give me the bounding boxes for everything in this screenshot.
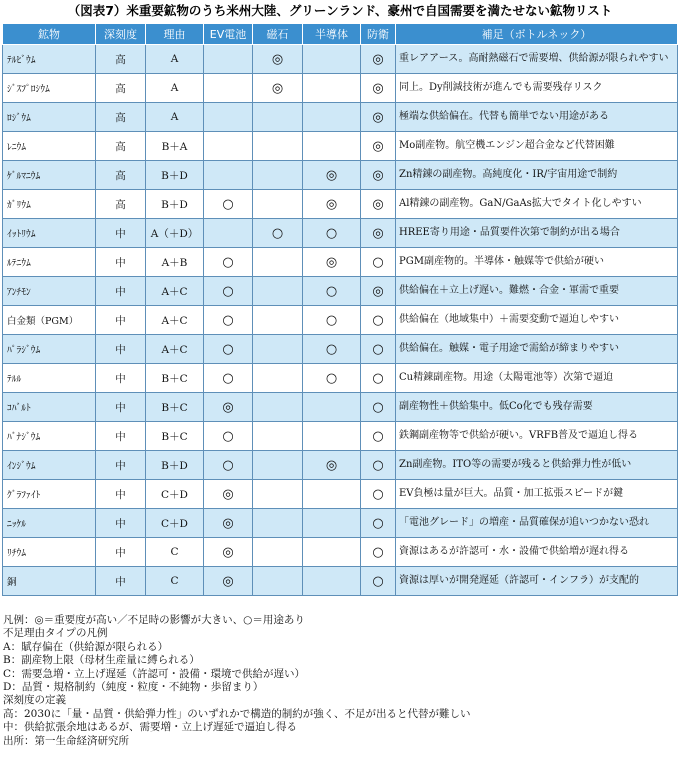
column-header-semiconductor: 半導体 (303, 24, 361, 45)
magnet-mark-cell (253, 190, 303, 219)
reason-cell: A＋C (146, 277, 204, 306)
semiconductor-mark-cell (303, 538, 361, 567)
semiconductor-mark-cell (303, 509, 361, 538)
note-cell: Al精錬の副産物。GaN/GaAs拡大でタイト化しやすい (396, 190, 678, 219)
magnet-mark-cell (253, 161, 303, 190)
table-row (3, 103, 678, 132)
table-row (3, 306, 678, 335)
column-header-defense: 防衛 (361, 24, 396, 45)
column-header-severity: 深刻度 (96, 24, 146, 45)
semiconductor-mark-cell (303, 567, 361, 596)
ev-battery-mark-cell: ○ (204, 306, 253, 335)
severity-cell: 中 (96, 422, 146, 451)
defense-mark-cell: ○ (361, 509, 396, 538)
magnet-mark-cell: ◎ (253, 45, 303, 74)
footnote-line: 出所：第一生命経済研究所 (3, 734, 129, 747)
note-cell: HREE寄り用途・品質要件次第で制約が出る場合 (396, 219, 678, 248)
footnote-line: B：副産物上限（母材生産量に縛られる） (3, 654, 200, 667)
mineral-name-cell: ﾙﾃﾆｳﾑ (3, 248, 96, 277)
defense-mark-cell: ○ (361, 451, 396, 480)
note-cell: 供給偏在＋立上げ遅い。難燃・合金・軍需で重要 (396, 277, 678, 306)
ev-battery-mark-cell: ○ (204, 190, 253, 219)
table-row (3, 219, 678, 248)
reason-cell: B＋C (146, 393, 204, 422)
ev-battery-mark-cell: ◎ (204, 509, 253, 538)
semiconductor-mark-cell: ○ (303, 364, 361, 393)
reason-cell: C＋D (146, 509, 204, 538)
semiconductor-mark-cell: ◎ (303, 451, 361, 480)
table-row (3, 248, 678, 277)
mineral-name-cell: ﾊﾟﾗｼﾞｳﾑ (3, 335, 96, 364)
defense-mark-cell: ◎ (361, 190, 396, 219)
column-header-reason: 理由 (146, 24, 204, 45)
footnote-line: 凡例：◎＝重要度が高い／不足時の影響が大きい、○＝用途あり (3, 614, 305, 626)
note-cell: PGM副産物的。半導体・触媒等で供給が硬い (396, 248, 678, 277)
severity-cell: 中 (96, 451, 146, 480)
mineral-name-cell: ｲﾝｼﾞｳﾑ (3, 451, 96, 480)
ev-battery-mark-cell: ○ (204, 364, 253, 393)
ev-battery-mark-cell: ◎ (204, 538, 253, 567)
table-row (3, 74, 678, 103)
semiconductor-mark-cell (303, 422, 361, 451)
defense-mark-cell: ○ (361, 422, 396, 451)
table-row (3, 364, 678, 393)
ev-battery-mark-cell: ○ (204, 451, 253, 480)
reason-cell: A (146, 45, 204, 74)
magnet-mark-cell (253, 335, 303, 364)
table-row (3, 190, 678, 219)
semiconductor-mark-cell: ◎ (303, 161, 361, 190)
mineral-name-cell: ｹﾞﾙﾏﾆｳﾑ (3, 161, 96, 190)
magnet-mark-cell (253, 364, 303, 393)
semiconductor-mark-cell: ◎ (303, 248, 361, 277)
magnet-mark-cell (253, 306, 303, 335)
defense-mark-cell: ○ (361, 335, 396, 364)
reason-cell: A＋C (146, 335, 204, 364)
table-row (3, 277, 678, 306)
column-header-ev-battery: EV電池 (204, 24, 253, 45)
mineral-name-cell: ﾆｯｹﾙ (3, 509, 96, 538)
mineral-name-cell: 銅 (3, 567, 96, 596)
mineral-name-cell: ｲｯﾄﾘｳﾑ (3, 219, 96, 248)
mineral-name-cell: ﾘﾁｳﾑ (3, 538, 96, 567)
mineral-name-cell: ｱﾝﾁﾓﾝ (3, 277, 96, 306)
severity-cell: 高 (96, 161, 146, 190)
ev-battery-mark-cell: ○ (204, 422, 253, 451)
table-row (3, 45, 678, 74)
semiconductor-mark-cell (303, 74, 361, 103)
ev-battery-mark-cell: ◎ (204, 567, 253, 596)
reason-cell: A＋C (146, 306, 204, 335)
mineral-name-cell: ﾃﾙﾋﾞｳﾑ (3, 45, 96, 74)
table-row (3, 509, 678, 538)
note-cell: 供給偏在。触媒・電子用途で需給が締まりやすい (396, 335, 678, 364)
semiconductor-mark-cell: ○ (303, 335, 361, 364)
mineral-table (2, 23, 678, 596)
semiconductor-mark-cell (303, 45, 361, 74)
magnet-mark-cell (253, 132, 303, 161)
table-row (3, 451, 678, 480)
note-cell: 資源は厚いが開発遅延（許認可・インフラ）が支配的 (396, 567, 678, 596)
magnet-mark-cell: ○ (253, 219, 303, 248)
semiconductor-mark-cell: ○ (303, 277, 361, 306)
footnote-line: D：品質・規格制約（純度・粒度・不純物・歩留まり） (3, 681, 264, 694)
defense-mark-cell: ○ (361, 248, 396, 277)
table-header-row (3, 24, 678, 45)
column-header-note: 補足（ボトルネック） (396, 24, 678, 45)
severity-cell: 高 (96, 190, 146, 219)
reason-cell: B＋C (146, 422, 204, 451)
magnet-mark-cell (253, 451, 303, 480)
footnotes (3, 614, 678, 748)
note-cell: 鉄鋼副産物等で供給が硬い。VRFB普及で逼迫し得る (396, 422, 678, 451)
severity-cell: 中 (96, 393, 146, 422)
table-body (3, 45, 678, 596)
note-cell: 副産物性＋供給集中。低Co化でも残存需要 (396, 393, 678, 422)
severity-cell: 中 (96, 335, 146, 364)
reason-cell: C (146, 567, 204, 596)
table-row (3, 567, 678, 596)
magnet-mark-cell (253, 480, 303, 509)
ev-battery-mark-cell: ○ (204, 335, 253, 364)
defense-mark-cell: ○ (361, 306, 396, 335)
ev-battery-mark-cell (204, 161, 253, 190)
magnet-mark-cell (253, 538, 303, 567)
footnote-line: 中：供給拡張余地はあるが、需要増・立上げ遅延で逼迫し得る (3, 721, 297, 734)
severity-cell: 高 (96, 103, 146, 132)
table-row (3, 393, 678, 422)
footnote-line: 不足理由タイプの凡例 (3, 627, 108, 640)
defense-mark-cell: ◎ (361, 45, 396, 74)
table-row (3, 538, 678, 567)
severity-cell: 中 (96, 364, 146, 393)
ev-battery-mark-cell: ◎ (204, 480, 253, 509)
severity-cell: 中 (96, 567, 146, 596)
defense-mark-cell: ◎ (361, 103, 396, 132)
mineral-name-cell: ﾊﾞﾅｼﾞｳﾑ (3, 422, 96, 451)
footnote-line: A：賦存偏在（供給源が限られる） (3, 640, 169, 653)
note-cell: 極端な供給偏在。代替も簡単でない用途がある (396, 103, 678, 132)
reason-cell: B＋D (146, 190, 204, 219)
magnet-mark-cell (253, 509, 303, 538)
mineral-name-cell: ｺﾊﾞﾙﾄ (3, 393, 96, 422)
magnet-mark-cell: ◎ (253, 74, 303, 103)
defense-mark-cell: ◎ (361, 74, 396, 103)
defense-mark-cell: ○ (361, 480, 396, 509)
severity-cell: 高 (96, 74, 146, 103)
mineral-name-cell: 白金類（PGM） (3, 306, 96, 335)
defense-mark-cell: ◎ (361, 219, 396, 248)
table-row (3, 161, 678, 190)
note-cell: 供給偏在（地域集中）＋需要変動で逼迫しやすい (396, 306, 678, 335)
column-header-magnet: 磁石 (253, 24, 303, 45)
footnote-line: 深刻度の定義 (3, 694, 66, 707)
note-cell: EV負極は量が巨大。品質・加工拡張スピードが鍵 (396, 480, 678, 509)
table-row (3, 335, 678, 364)
table-row (3, 422, 678, 451)
severity-cell: 中 (96, 248, 146, 277)
magnet-mark-cell (253, 277, 303, 306)
note-cell: 「電池グレード」の増産・品質確保が追いつかない恐れ (396, 509, 678, 538)
reason-cell: A (146, 103, 204, 132)
ev-battery-mark-cell: ○ (204, 248, 253, 277)
defense-mark-cell: ○ (361, 364, 396, 393)
mineral-name-cell: ｶﾞﾘｳﾑ (3, 190, 96, 219)
note-cell: Cu精錬副産物。用途（太陽電池等）次第で逼迫 (396, 364, 678, 393)
reason-cell: B＋A (146, 132, 204, 161)
semiconductor-mark-cell (303, 103, 361, 132)
severity-cell: 中 (96, 306, 146, 335)
magnet-mark-cell (253, 422, 303, 451)
note-cell: Zn副産物。ITO等の需要が残ると供給弾力性が低い (396, 451, 678, 480)
defense-mark-cell: ◎ (361, 161, 396, 190)
reason-cell: A（＋D） (146, 219, 204, 248)
column-header-mineral: 鉱物 (3, 24, 96, 45)
footnote-line: 高：2030に「量・品質・供給弾力性」のいずれかで構造的制約が強く、不足が出ると代替が難しい (3, 707, 471, 720)
severity-cell: 中 (96, 509, 146, 538)
reason-cell: C (146, 538, 204, 567)
reason-cell: A (146, 74, 204, 103)
table-row (3, 480, 678, 509)
semiconductor-mark-cell: ○ (303, 219, 361, 248)
mineral-name-cell: ﾛｼﾞｳﾑ (3, 103, 96, 132)
magnet-mark-cell (253, 248, 303, 277)
severity-cell: 高 (96, 132, 146, 161)
defense-mark-cell: ◎ (361, 277, 396, 306)
severity-cell: 高 (96, 45, 146, 74)
severity-cell: 中 (96, 480, 146, 509)
defense-mark-cell: ○ (361, 393, 396, 422)
table-row (3, 132, 678, 161)
ev-battery-mark-cell (204, 132, 253, 161)
note-cell: 重レアアース。高耐熱磁石で需要増、供給源が限られやすい (396, 45, 678, 74)
ev-battery-mark-cell: ◎ (204, 393, 253, 422)
note-cell: Zn精錬の副産物。高純度化・IR/宇宙用途で制約 (396, 161, 678, 190)
semiconductor-mark-cell (303, 132, 361, 161)
reason-cell: B＋D (146, 161, 204, 190)
ev-battery-mark-cell: ○ (204, 277, 253, 306)
severity-cell: 中 (96, 277, 146, 306)
ev-battery-mark-cell (204, 45, 253, 74)
defense-mark-cell: ○ (361, 567, 396, 596)
note-cell: Mo副産物。航空機エンジン超合金など代替困難 (396, 132, 678, 161)
reason-cell: B＋C (146, 364, 204, 393)
mineral-name-cell: ｼﾞｽﾌﾟﾛｼｳﾑ (3, 74, 96, 103)
defense-mark-cell: ◎ (361, 132, 396, 161)
severity-cell: 中 (96, 538, 146, 567)
magnet-mark-cell (253, 393, 303, 422)
severity-cell: 中 (96, 219, 146, 248)
reason-cell: B＋D (146, 451, 204, 480)
magnet-mark-cell (253, 103, 303, 132)
figure-title: （図表7）米重要鉱物のうち米州大陸、グリーンランド、豪州で自国需要を満たせない鉱物リスト (67, 3, 613, 18)
reason-cell: A＋B (146, 248, 204, 277)
footnote-line: C：需要急増・立上げ遅延（許認可・設備・環境で供給が遅い） (3, 667, 306, 680)
semiconductor-mark-cell: ○ (303, 306, 361, 335)
reason-cell: C＋D (146, 480, 204, 509)
mineral-name-cell: ﾚﾆｳﾑ (3, 132, 96, 161)
semiconductor-mark-cell (303, 480, 361, 509)
semiconductor-mark-cell (303, 393, 361, 422)
ev-battery-mark-cell (204, 103, 253, 132)
note-cell: 資源はあるが許認可・水・設備で供給増が遅れ得る (396, 538, 678, 567)
magnet-mark-cell (253, 567, 303, 596)
ev-battery-mark-cell (204, 74, 253, 103)
mineral-name-cell: ｸﾞﾗﾌｧｲﾄ (3, 480, 96, 509)
semiconductor-mark-cell: ◎ (303, 190, 361, 219)
note-cell: 同上。Dy削減技術が進んでも需要残存リスク (396, 74, 678, 103)
mineral-name-cell: ﾃﾙﾙ (3, 364, 96, 393)
ev-battery-mark-cell (204, 219, 253, 248)
defense-mark-cell: ○ (361, 538, 396, 567)
